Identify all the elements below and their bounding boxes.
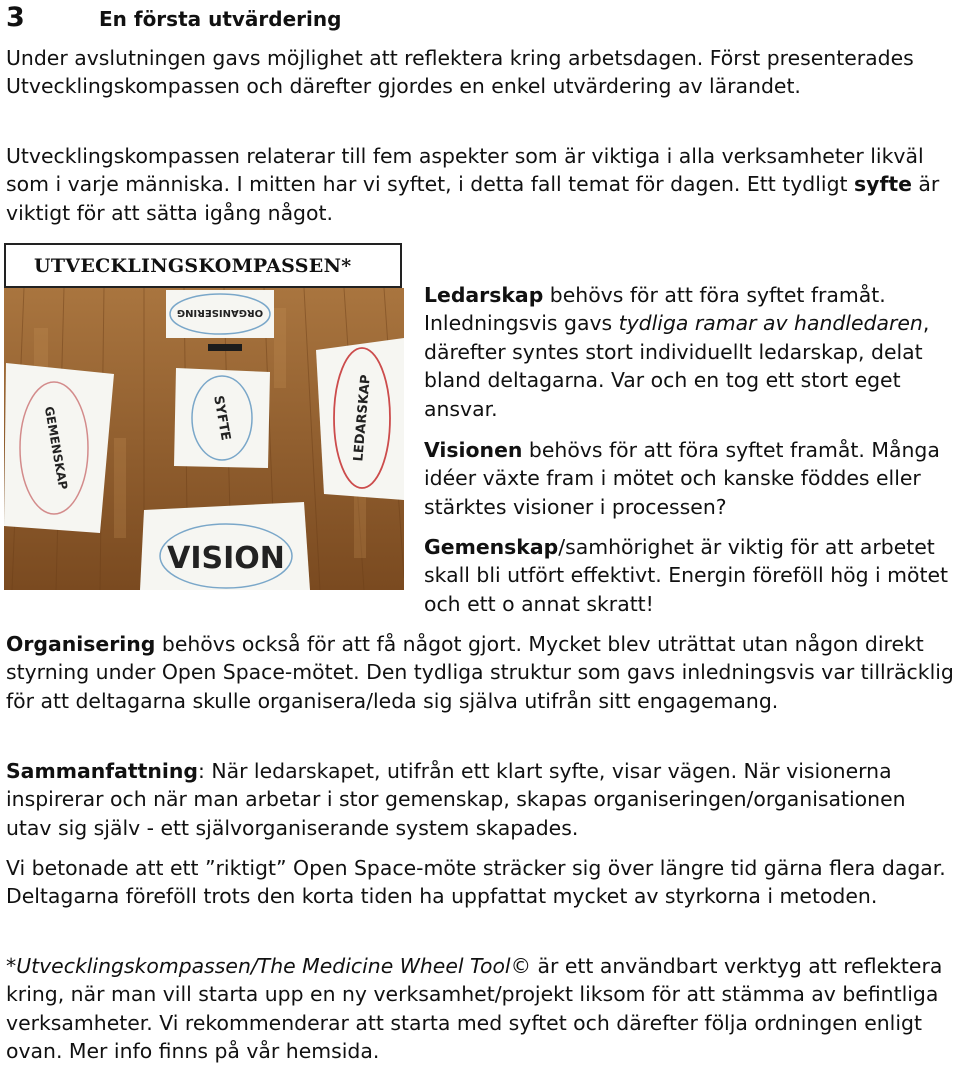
compass-bold-syfte: syfte: [854, 172, 912, 197]
card-syfte: [174, 368, 270, 468]
organisering-paragraph: [6, 630, 956, 715]
ledarskap-bold: Ledarskap: [424, 283, 544, 307]
compass-text-after: är viktigt för att sätta igång något.: [6, 172, 940, 225]
compass-paragraph: [6, 142, 956, 227]
card-gemenskap: [4, 363, 114, 533]
section-number: 3: [6, 2, 25, 33]
visionen-bold: Visionen: [424, 438, 523, 462]
visionen-text: behövs för att föra syftet framåt. Många idéer växte fram i mötet och kanske föddes eller stärktes visioner i processen?: [424, 438, 940, 519]
compass-photo: [4, 288, 404, 590]
card-organisering: [166, 290, 274, 338]
organisering-text: behövs också för att få något gjort. Mycket blev uträttat utan någon direkt styrning under Open Space-mötet. Den tydliga struktur som gavs inledningsvis var tillräcklig för att deltagarna skulle organisera/leda sig själva utifrån sitt engagemang.: [6, 632, 954, 713]
section-heading: [6, 2, 341, 36]
footnote-text: är ett användbart verktyg att reflektera kring, när man vill starta upp en ny verksamhet/projekt liksom för att stämma av befintliga verksamheter. Vi rekommenderar att starta med syftet och därefter följa ordningen enligt ovan. Mer info finns på vår hemsida.: [6, 954, 943, 1064]
sammanfattning-text: : När ledarskapet, utifrån ett klart syfte, visar vägen. När visionerna inspirerar och när man arbetar i stor gemenskap, skapas organiseringen/organisationen utav sig själv - ett självorganiserande system skapades.: [6, 759, 906, 840]
figure-label: UTVECKLINGSKOMPASSEN*: [4, 243, 402, 288]
card-gemenskap-text: GEMENSKAP: [41, 405, 71, 491]
organisering-bold: Organisering: [6, 632, 156, 656]
card-ledarskap: [316, 338, 404, 500]
gemenskap-bold: Gemenskap: [424, 535, 559, 559]
card-organisering-text: ORGANISERING: [176, 307, 264, 318]
card-ledarskap-text: LEDARSKAP: [351, 374, 374, 463]
ledarskap-text-1: behövs för att föra syftet framåt. Inledningsvis gavs: [424, 283, 886, 336]
visionen-paragraph: [424, 436, 960, 521]
card-vision-text: VISION: [167, 541, 285, 576]
card-vision: [140, 502, 310, 590]
gemenskap-text: /samhörighet är viktig för att arbetet skall bli utfört effektivt. Energin föreföll hög i mötet och ett o annat skratt!: [424, 535, 949, 616]
betonade-paragraph: Vi betonade att ett ”riktigt” Open Space-möte sträcker sig över längre tid gärna flera dagar. Deltagarna föreföll trots den korta tiden ha uppfattat mycket av styrkorna i metoden.: [6, 856, 946, 909]
copyright-symbol: ©: [510, 954, 531, 978]
compass-text-before: Utvecklingskompassen relaterar till fem aspekter som är viktiga i alla verksamheter likväl som i varje människa. I mitten har vi syftet, i detta fall temat för dagen. Ett tydligt: [6, 144, 924, 197]
ledarskap-paragraph: [424, 281, 960, 423]
footnote-paragraph: [6, 952, 956, 1066]
gemenskap-paragraph: [424, 533, 960, 618]
sammanfattning-bold: Sammanfattning: [6, 759, 198, 783]
ledarskap-italic: tydliga ramar av handledaren: [618, 311, 923, 336]
ledarskap-text-2: , därefter syntes stort individuellt ledarskap, delat bland deltagarna. Var och en tog ett stort eget ansvar.: [424, 311, 930, 421]
card-syfte-text: SYFTE: [210, 394, 233, 442]
footnote-italic: *Utvecklingskompassen/The Medicine Wheel Tool: [6, 954, 511, 978]
sammanfattning-paragraph: [6, 757, 956, 842]
intro-paragraph: Under avslutningen gavs möjlighet att reflektera kring arbetsdagen. Först presenterades Utvecklingskompassen och därefter gjordes en enkel utvärdering av lärandet.: [6, 46, 914, 99]
section-title: En första utvärdering: [99, 7, 342, 31]
